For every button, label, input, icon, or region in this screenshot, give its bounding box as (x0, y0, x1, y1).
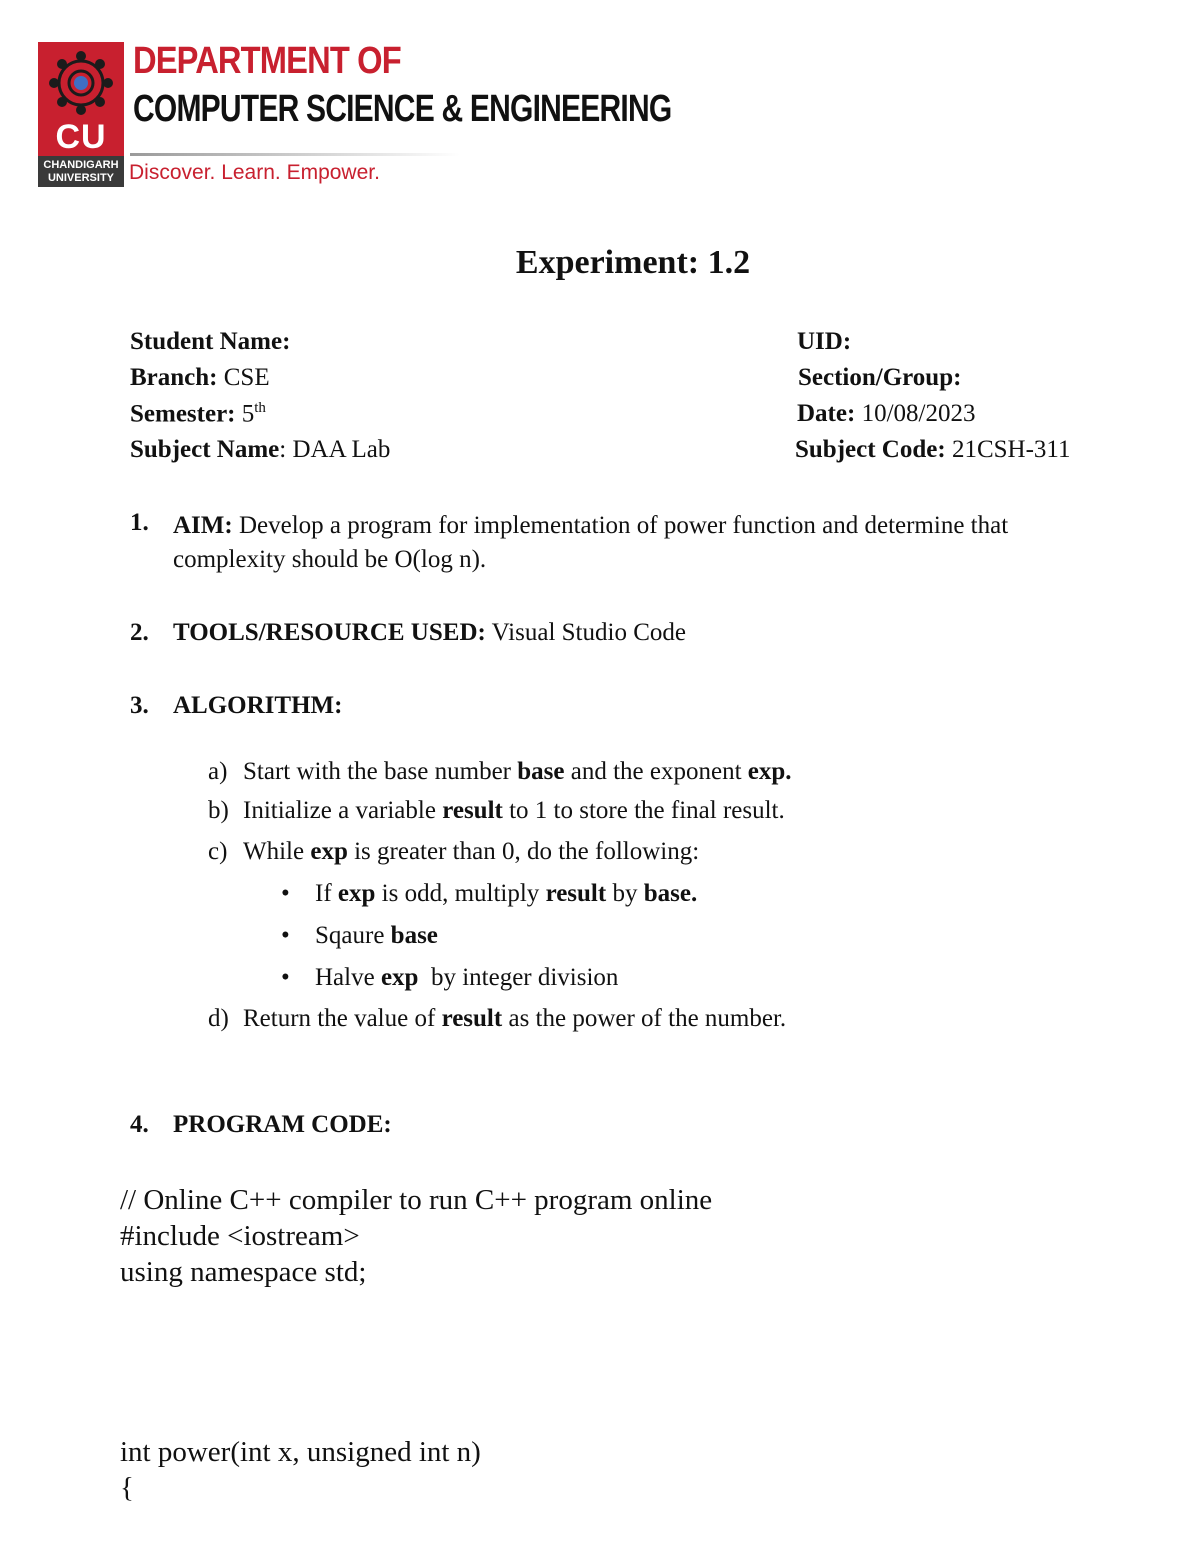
step-text: to 1 to store the final result. (502, 797, 785, 824)
program-label: PROGRAM CODE: (173, 1111, 392, 1138)
logo-initials: CU (55, 118, 107, 156)
department-title-line1: DEPARTMENT OF (133, 40, 401, 82)
step-text: and the exponent (564, 758, 748, 785)
bullet-keyword: result (545, 880, 607, 907)
bullet-text: Sqaure (315, 922, 391, 949)
date-value: 10/08/2023 (861, 400, 976, 427)
branch-row (130, 364, 270, 392)
step-text: as the power of the number. (502, 1005, 787, 1032)
bullet-keyword: base. (643, 880, 698, 907)
logo-sub-line1: CHANDIGARH (43, 159, 119, 171)
code-line: int power(int x, unsigned int n) (120, 1436, 481, 1468)
bullet-icon: • (281, 880, 290, 907)
aim-description: Develop a program for implementation of power function and determine that complexity should be O(log n). (173, 512, 1009, 573)
step-label: b) (208, 797, 229, 824)
subject-code-value: 21CSH-311 (951, 436, 1071, 463)
step-keyword: base (517, 758, 565, 785)
header-divider (130, 153, 460, 156)
semester-value: 5 (241, 400, 255, 428)
bullet-keyword: exp (337, 880, 376, 907)
algorithm-step (208, 838, 699, 866)
semester-suffix: th (254, 400, 266, 416)
step-text: Initialize a variable (243, 797, 443, 824)
subject-name-label: Subject Name (130, 436, 280, 463)
algorithm-label: ALGORITHM: (173, 692, 343, 719)
tagline: Discover. Learn. Empower. (129, 161, 380, 184)
algorithm-bullet (281, 922, 438, 950)
algorithm-step (208, 758, 792, 786)
section-label: Section/Group: (798, 364, 962, 391)
semester-row (130, 400, 266, 428)
subject-code-label: Subject Code: (795, 436, 946, 463)
algorithm-number: 3. (130, 692, 149, 719)
step-keyword: result (442, 797, 503, 824)
step-keyword: result (441, 1005, 503, 1032)
logo-university-name (38, 156, 124, 187)
code-line: using namespace std; (120, 1256, 367, 1288)
date-label: Date: (797, 400, 856, 427)
algorithm-bullet (281, 880, 697, 908)
code-line: { (120, 1472, 134, 1504)
step-keyword: exp. (747, 758, 792, 785)
branch-label: Branch: (130, 364, 218, 391)
bullet-icon: • (281, 922, 290, 949)
step-label: c) (208, 838, 228, 865)
step-text: Start with the base number (243, 758, 518, 785)
tools-description: Visual Studio Code (485, 619, 686, 646)
tools-label: TOOLS/RESOURCE USED: (173, 619, 486, 646)
step-label: a) (208, 758, 228, 785)
algorithm-step (208, 1005, 786, 1033)
emblem-icon (46, 48, 116, 118)
student-name-label: Student Name: (130, 328, 291, 355)
semester-label: Semester: (130, 400, 236, 428)
code-line: // Online C++ compiler to run C++ program online (120, 1184, 713, 1216)
algorithm-step (208, 797, 785, 825)
step-text: Return the value of (243, 1005, 442, 1032)
aim-text (173, 509, 1098, 577)
bullet-keyword: base (390, 922, 438, 949)
section-row (798, 364, 961, 392)
uid-row (797, 328, 851, 356)
step-keyword: exp (310, 838, 348, 865)
experiment-title: Experiment: 1.2 (515, 244, 751, 281)
date-row (797, 400, 975, 428)
aim-number: 1. (130, 509, 149, 536)
step-text: is greater than 0, do the following: (347, 838, 700, 865)
step-label: d) (208, 1005, 229, 1032)
branch-value: CSE (223, 364, 270, 391)
tools-text (173, 619, 686, 647)
subject-name-value: : DAA Lab (279, 436, 391, 463)
bullet-text: by integer division (418, 964, 619, 991)
logo-sub-line2: UNIVERSITY (47, 172, 114, 184)
bullet-text: Halve (315, 964, 381, 991)
department-title-line2: COMPUTER SCIENCE & ENGINEERING (133, 88, 672, 130)
bullet-icon: • (281, 964, 290, 991)
aim-label: AIM: (173, 512, 233, 539)
bullet-keyword: exp (380, 964, 419, 991)
subject-name-row (130, 436, 390, 464)
uid-label: UID: (797, 328, 852, 355)
university-logo (38, 42, 124, 187)
student-name-row (130, 328, 290, 356)
step-text: While (243, 838, 311, 865)
bullet-text: is odd, multiply (375, 880, 546, 907)
tools-number: 2. (130, 619, 149, 646)
bullet-text: If (315, 880, 338, 907)
subject-code-row (795, 436, 1070, 464)
code-line: #include <iostream> (120, 1220, 360, 1252)
algorithm-bullet (281, 964, 618, 992)
program-number: 4. (130, 1111, 149, 1138)
bullet-text: by (606, 880, 644, 907)
